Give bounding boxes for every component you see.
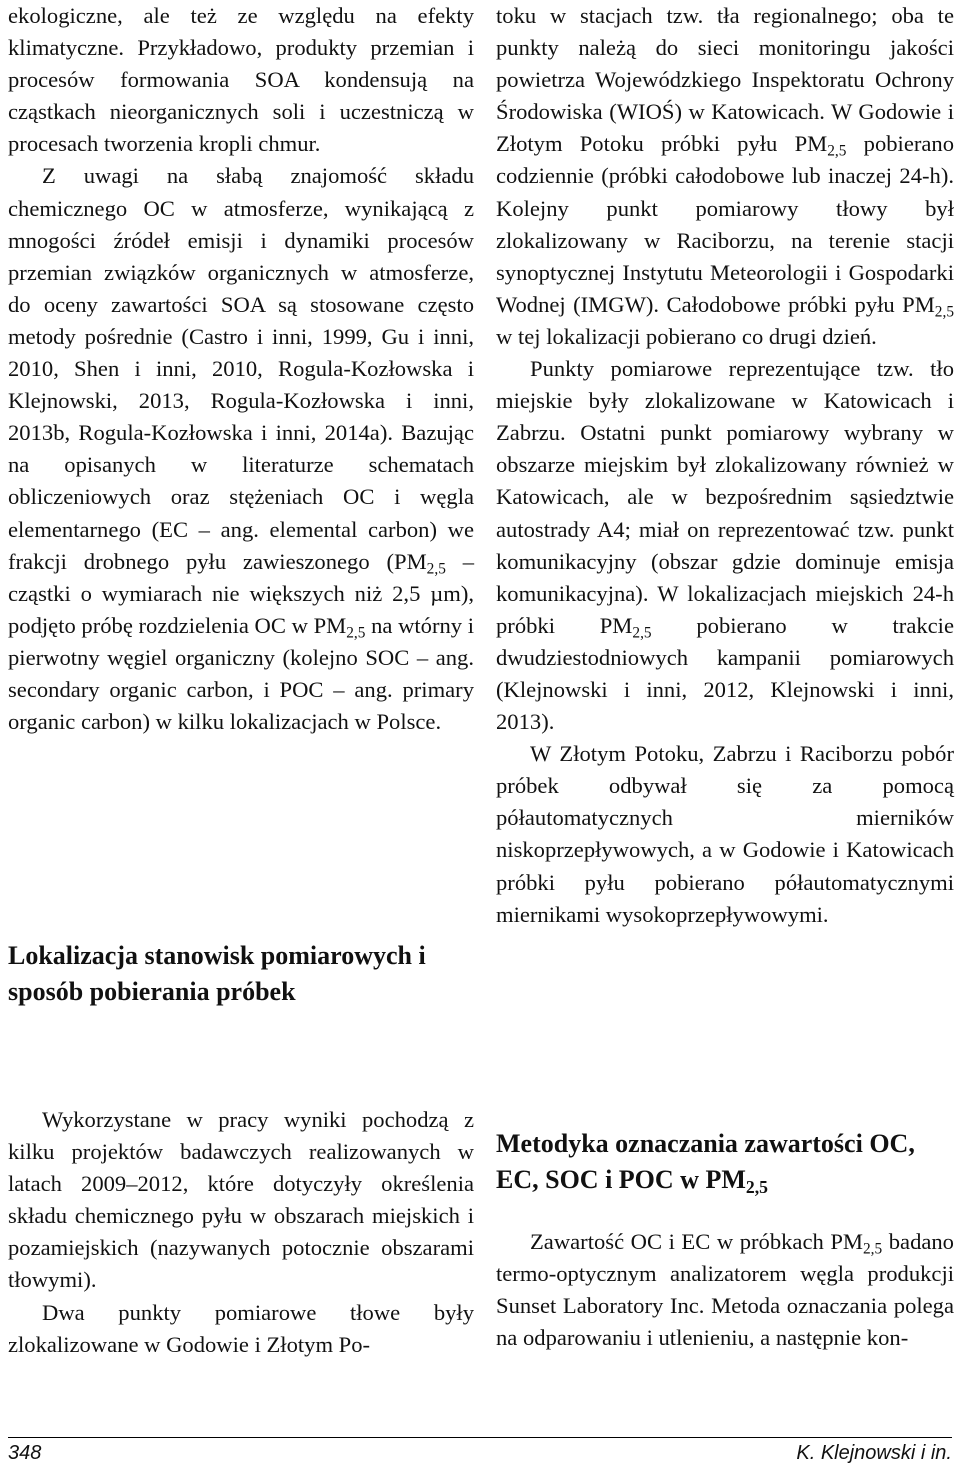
text-run: – cząstki o wymiarach nie większych niż 2,5 µm), podjęto próbę rozdzielenia OC w PM (8, 548, 474, 638)
text-run: toku w stacjach tzw. tła regionalnego; oba te punkty należą do sieci monitoringu jakości powietrza Wojewódzkiego Inspektoratu Ochrony Środowiska (WIOŚ) w Katowicach. W Godowie i Złotym Potoku próbki pyłu PM (496, 3, 954, 157)
text-run: w tej lokalizacji pobierano co drugi dzień. (496, 323, 877, 349)
paragraph (496, 1226, 954, 1354)
paragraph (8, 160, 474, 738)
subscript: 2,5 (346, 624, 366, 642)
section-heading: Lokalizacja stanowisk pomiarowych i sposób pobierania próbek (8, 941, 426, 1006)
paragraph: Wykorzystane w pracy wyniki pochodzą z kilku projektów badawczych realizowanych w latach 2009–2012, które dotyczyły określenia składu chemicznego pyłu w obszarach miejskich i pozamiejskich (nazywanych potocznie obszarami tłowymi). (8, 1107, 474, 1293)
text-run: Z uwagi na słabą znajomość składu chemicznego OC w atmosferze, wynikającą z mnogości źródeł emisji i dynamiki procesów przemian związków organicznych w atmosferze, do oceny zawartości SOA są stosowane często metody pośrednie (Castro i inni, 1999, Gu i inni, 2010, Shen i inni, 2010, Rogula-Kozłowska i Klejnowski, 2013, Rogula-Kozłowska i inni, 2013b, Rogula-Kozłowska i inni, 2014a). Bazując na opisanych w literaturze schematach obliczeniowych oraz stężeniach OC i węgla elementarnego (EC – ang. elemental carbon) we frakcji drobnego pyłu zawieszonego (PM (8, 163, 474, 574)
text-run: Punkty pomiarowe reprezentujące tzw. tło miejskie były zlokalizowane w Katowicach i Zabrzu. Ostatni punkt pomiarowy wybrany w obszarze miejskim był zlokalizowany również w Katowicach, ale w bezpośrednim sąsiedztwie autostrady A4; miał on reprezentować tzw. punkt komunikacyjny (obszar gdzie dominuje emisja komunikacyjna). W lokalizacjach miejskich 24-h próbki PM (496, 356, 954, 638)
paragraph (496, 0, 954, 353)
text-run: na wtórny i pierwotny węgiel organiczny (kolejno SOC – ang. secondary organic carbon, i POC – ang. primary organic carbon) w kilku lokalizacjach w Polsce. (8, 612, 475, 735)
left-body-bottom (8, 1104, 474, 1361)
paragraph: W Złotym Potoku, Zabrzu i Raciborzu pobór próbek odbywał się za pomocą półautomatycznych mierników niskoprzepływowych, a w Godowie i Katowicach próbki pyłu pobierano półautomatycznymi miernikami wysokoprzepływowymi. (496, 741, 954, 927)
text-run: pobierano w trakcie dwudziestodniowych kampanii pomiarowych (Klejnowski i inni, 2012, Klejnowski i inni, 2013). (496, 612, 954, 735)
right-body-top (496, 0, 954, 931)
section-heading (496, 1126, 960, 1198)
subscript: 2,5 (632, 624, 652, 642)
subscript: 2,5 (426, 559, 446, 577)
heading-text: Metodyka oznaczania zawartości OC, EC, SOC i POC w PM (496, 1129, 915, 1194)
paragraph: ekologiczne, ale też ze względu na efekty klimatyczne. Przykładowo, produkty przemian i procesów formowania SOA kondensują na cząstkach nieorganicznych soli i uczestniczą w procesach tworzenia kropli chmur. (8, 3, 474, 157)
footer-rule (8, 1437, 952, 1438)
paragraph: Dwa punkty pomiarowe tłowe były zlokalizowane w Godowie i Złotym Po- (8, 1299, 474, 1357)
subscript: 2,5 (862, 1240, 883, 1258)
subscript: 2,5 (934, 303, 954, 321)
paragraph (496, 353, 954, 738)
subscript: 2,5 (745, 1176, 768, 1197)
text-run: pobierano codziennie (próbki całodobowe lub inaczej 24-h). Kolejny punkt pomiarowy tłowy był zlokalizowany w Raciborzu, na terenie stacji synoptycznej Instytutu Meteorologii i Gospodarki Wodnej (IMGW). Całodobowe próbki pyłu PM (496, 131, 954, 317)
text-run: badano termo-optycznym analizatorem węgla produkcji Sunset Laboratory Inc. Metoda oznaczania polega na odparowaniu i utlenieniu, a następnie kon- (496, 1229, 954, 1351)
running-author: K. Klejnowski i in. (796, 1442, 952, 1464)
page-number: 348 (8, 1442, 42, 1464)
right-body-bottom (496, 1226, 954, 1354)
left-body-top (8, 0, 474, 738)
subscript: 2,5 (827, 142, 847, 160)
text-run: Zawartość OC i EC w próbkach PM (530, 1229, 863, 1254)
